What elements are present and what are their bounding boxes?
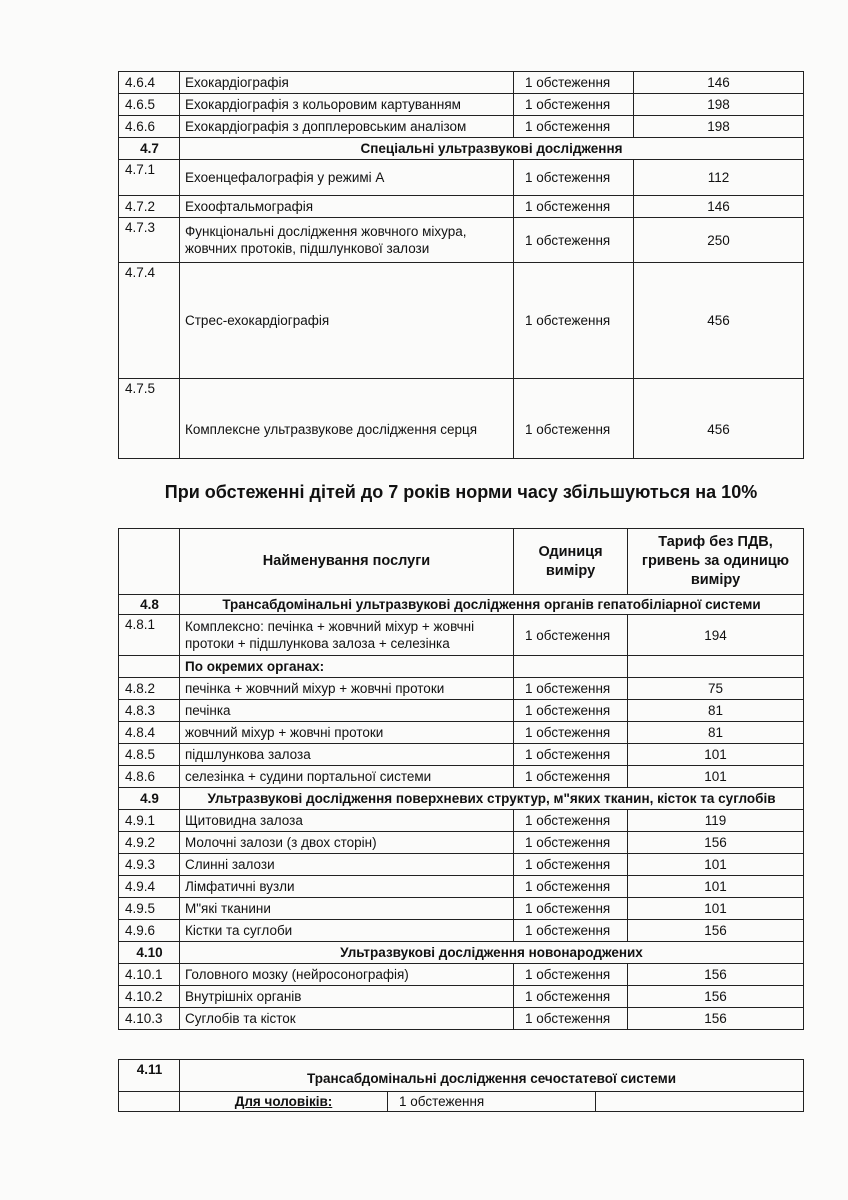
row-unit: 1 обстеження	[388, 1092, 596, 1112]
row-unit: 1 обстеження	[514, 986, 628, 1008]
row-unit: 1 обстеження	[514, 810, 628, 832]
table-row	[119, 722, 804, 744]
section-code: 4.10	[119, 942, 180, 964]
row-name: Молочні залози (з двох сторін)	[180, 832, 514, 854]
table-row	[119, 218, 804, 263]
row-name: Щитовидна залоза	[180, 810, 514, 832]
table-row	[119, 744, 804, 766]
row-name: Ехокардіографія з допплеровським аналізом	[180, 116, 514, 138]
row-unit: 1 обстеження	[514, 94, 634, 116]
row-name: М"які тканини	[180, 898, 514, 920]
table-header	[119, 529, 804, 595]
table-row	[119, 700, 804, 722]
row-price: 81	[628, 700, 804, 722]
table-row	[119, 615, 804, 656]
row-name: селезінка + судини портальної системи	[180, 766, 514, 788]
row-name: Лімфатичні вузли	[180, 876, 514, 898]
table-row	[119, 964, 804, 986]
row-unit: 1 обстеження	[514, 854, 628, 876]
table-row	[119, 116, 804, 138]
row-unit: 1 обстеження	[514, 72, 634, 94]
row-price: 101	[628, 766, 804, 788]
table-row	[119, 920, 804, 942]
table-row	[119, 766, 804, 788]
row-name: Функціональні дослідження жовчного міхура, жовчних протоків, підшлункової залози	[180, 218, 514, 263]
row-price: 75	[628, 678, 804, 700]
row-name: печінка	[180, 700, 514, 722]
row-name: Ехокардіографія	[180, 72, 514, 94]
row-price: 101	[628, 898, 804, 920]
row-price: 198	[634, 94, 804, 116]
row-price: 146	[634, 72, 804, 94]
table-row	[119, 678, 804, 700]
row-price: 156	[628, 964, 804, 986]
row-unit: 1 обстеження	[514, 116, 634, 138]
row-code: 4.10.3	[119, 1008, 180, 1030]
row-unit: 1 обстеження	[514, 379, 634, 459]
row-code: 4.7.5	[119, 379, 180, 459]
table-row	[119, 854, 804, 876]
subheading-row	[119, 656, 804, 678]
table-row	[119, 876, 804, 898]
row-code: 4.10.2	[119, 986, 180, 1008]
header-name: Найменування послуги	[180, 529, 514, 595]
subheading: По окремих органах:	[180, 656, 514, 678]
row-unit: 1 обстеження	[514, 218, 634, 263]
row-name: Внутрішніх органів	[180, 986, 514, 1008]
row-price: 81	[628, 722, 804, 744]
row-unit: 1 обстеження	[514, 876, 628, 898]
table-row	[119, 1092, 804, 1112]
row-code: 4.6.6	[119, 116, 180, 138]
section-row	[119, 138, 804, 160]
row-name: Суглобів та кісток	[180, 1008, 514, 1030]
row-name: Комплексне ультразвукове дослідження серця	[180, 379, 514, 459]
row-name: Ехоенцефалографія у режимі А	[180, 160, 514, 196]
table-row	[119, 72, 804, 94]
row-code: 4.9.1	[119, 810, 180, 832]
section-title: Спеціальні ультразвукові дослідження	[180, 138, 804, 160]
row-code: 4.9.5	[119, 898, 180, 920]
row-price: 156	[628, 1008, 804, 1030]
tariff-table-main	[118, 528, 804, 1030]
row-name: Комплексно: печінка + жовчний міхур + жовчні протоки + підшлункова залоза + селезінка	[180, 615, 514, 656]
row-price: 156	[628, 920, 804, 942]
table-row	[119, 379, 804, 459]
row-code: 4.8.3	[119, 700, 180, 722]
row-price: 250	[634, 218, 804, 263]
row-code: 4.7.4	[119, 263, 180, 379]
tariff-table-bottom	[118, 1059, 804, 1112]
row-code: 4.9.2	[119, 832, 180, 854]
row-name: печінка + жовчний міхур + жовчні протоки	[180, 678, 514, 700]
row-code: 4.9.6	[119, 920, 180, 942]
row-price: 101	[628, 876, 804, 898]
row-unit: 1 обстеження	[514, 678, 628, 700]
row-unit: 1 обстеження	[514, 196, 634, 218]
section-title: Ультразвукові дослідження поверхневих структур, м"яких тканин, кісток та суглобів	[180, 788, 804, 810]
row-unit: 1 обстеження	[514, 832, 628, 854]
section-title: Трансабдомінальні дослідження сечостатевої системи	[180, 1060, 804, 1092]
section-row	[119, 1060, 804, 1092]
row-code: 4.9.4	[119, 876, 180, 898]
section-code: 4.9	[119, 788, 180, 810]
row-unit: 1 обстеження	[514, 964, 628, 986]
row-price: 101	[628, 854, 804, 876]
row-code: 4.7.1	[119, 160, 180, 196]
row-unit: 1 обстеження	[514, 920, 628, 942]
row-code: 4.8.4	[119, 722, 180, 744]
row-code: 4.6.4	[119, 72, 180, 94]
table-row	[119, 898, 804, 920]
row-code: 4.8.6	[119, 766, 180, 788]
row-price: 119	[628, 810, 804, 832]
row-unit: 1 обстеження	[514, 722, 628, 744]
table-row	[119, 94, 804, 116]
row-code: 4.7.3	[119, 218, 180, 263]
table-row	[119, 263, 804, 379]
row-code: 4.6.5	[119, 94, 180, 116]
row-name: Ехокардіографія з кольоровим картуванням	[180, 94, 514, 116]
header-code-cell	[119, 529, 180, 595]
row-unit: 1 обстеження	[514, 615, 628, 656]
row-name: Головного мозку (нейросонографія)	[180, 964, 514, 986]
table-row	[119, 196, 804, 218]
row-name: жовчний міхур + жовчні протоки	[180, 722, 514, 744]
note-heading: При обстеженні дітей до 7 років норми часу збільшуються на 10%	[164, 482, 758, 502]
row-unit: 1 обстеження	[514, 160, 634, 196]
row-unit: 1 обстеження	[514, 1008, 628, 1030]
table-row	[119, 1008, 804, 1030]
row-unit: 1 обстеження	[514, 263, 634, 379]
row-unit: 1 обстеження	[514, 766, 628, 788]
men-subheading: Для чоловіків:	[234, 1094, 333, 1109]
row-price: 146	[634, 196, 804, 218]
row-price: 194	[628, 615, 804, 656]
row-code: 4.8.2	[119, 678, 180, 700]
section-code: 4.7	[119, 138, 180, 160]
section-row	[119, 942, 804, 964]
section-row	[119, 595, 804, 615]
row-price: 456	[634, 263, 804, 379]
row-code: 4.10.1	[119, 964, 180, 986]
table-row	[119, 986, 804, 1008]
row-price: 156	[628, 986, 804, 1008]
section-title: Ультразвукові дослідження новонароджених	[180, 942, 804, 964]
row-price	[596, 1092, 804, 1112]
tariff-table-top	[118, 71, 804, 459]
section-code: 4.11	[119, 1060, 180, 1092]
section-code: 4.8	[119, 595, 180, 615]
section-title: Трансабдомінальні ультразвукові дослідження органів гепатобіліарної системи	[180, 595, 804, 615]
table-row	[119, 160, 804, 196]
row-unit: 1 обстеження	[514, 700, 628, 722]
row-name: підшлункова залоза	[180, 744, 514, 766]
row-unit: 1 обстеження	[514, 898, 628, 920]
section-row	[119, 788, 804, 810]
row-code: 4.8.1	[119, 615, 180, 656]
table-row	[119, 832, 804, 854]
row-price: 112	[634, 160, 804, 196]
row-code: 4.9.3	[119, 854, 180, 876]
header-price: Тариф без ПДВ, гривень за одиницю виміру	[628, 529, 804, 595]
row-code: 4.7.2	[119, 196, 180, 218]
row-code: 4.8.5	[119, 744, 180, 766]
row-name: Кістки та суглоби	[180, 920, 514, 942]
row-price: 101	[628, 744, 804, 766]
header-unit: Одиниця виміру	[514, 529, 628, 595]
row-unit: 1 обстеження	[514, 744, 628, 766]
row-price: 456	[634, 379, 804, 459]
row-name: Ехоофтальмографія	[180, 196, 514, 218]
row-price: 198	[634, 116, 804, 138]
row-name: Слинні залози	[180, 854, 514, 876]
table-row	[119, 810, 804, 832]
row-price: 156	[628, 832, 804, 854]
row-name: Стрес-ехокардіографія	[180, 263, 514, 379]
